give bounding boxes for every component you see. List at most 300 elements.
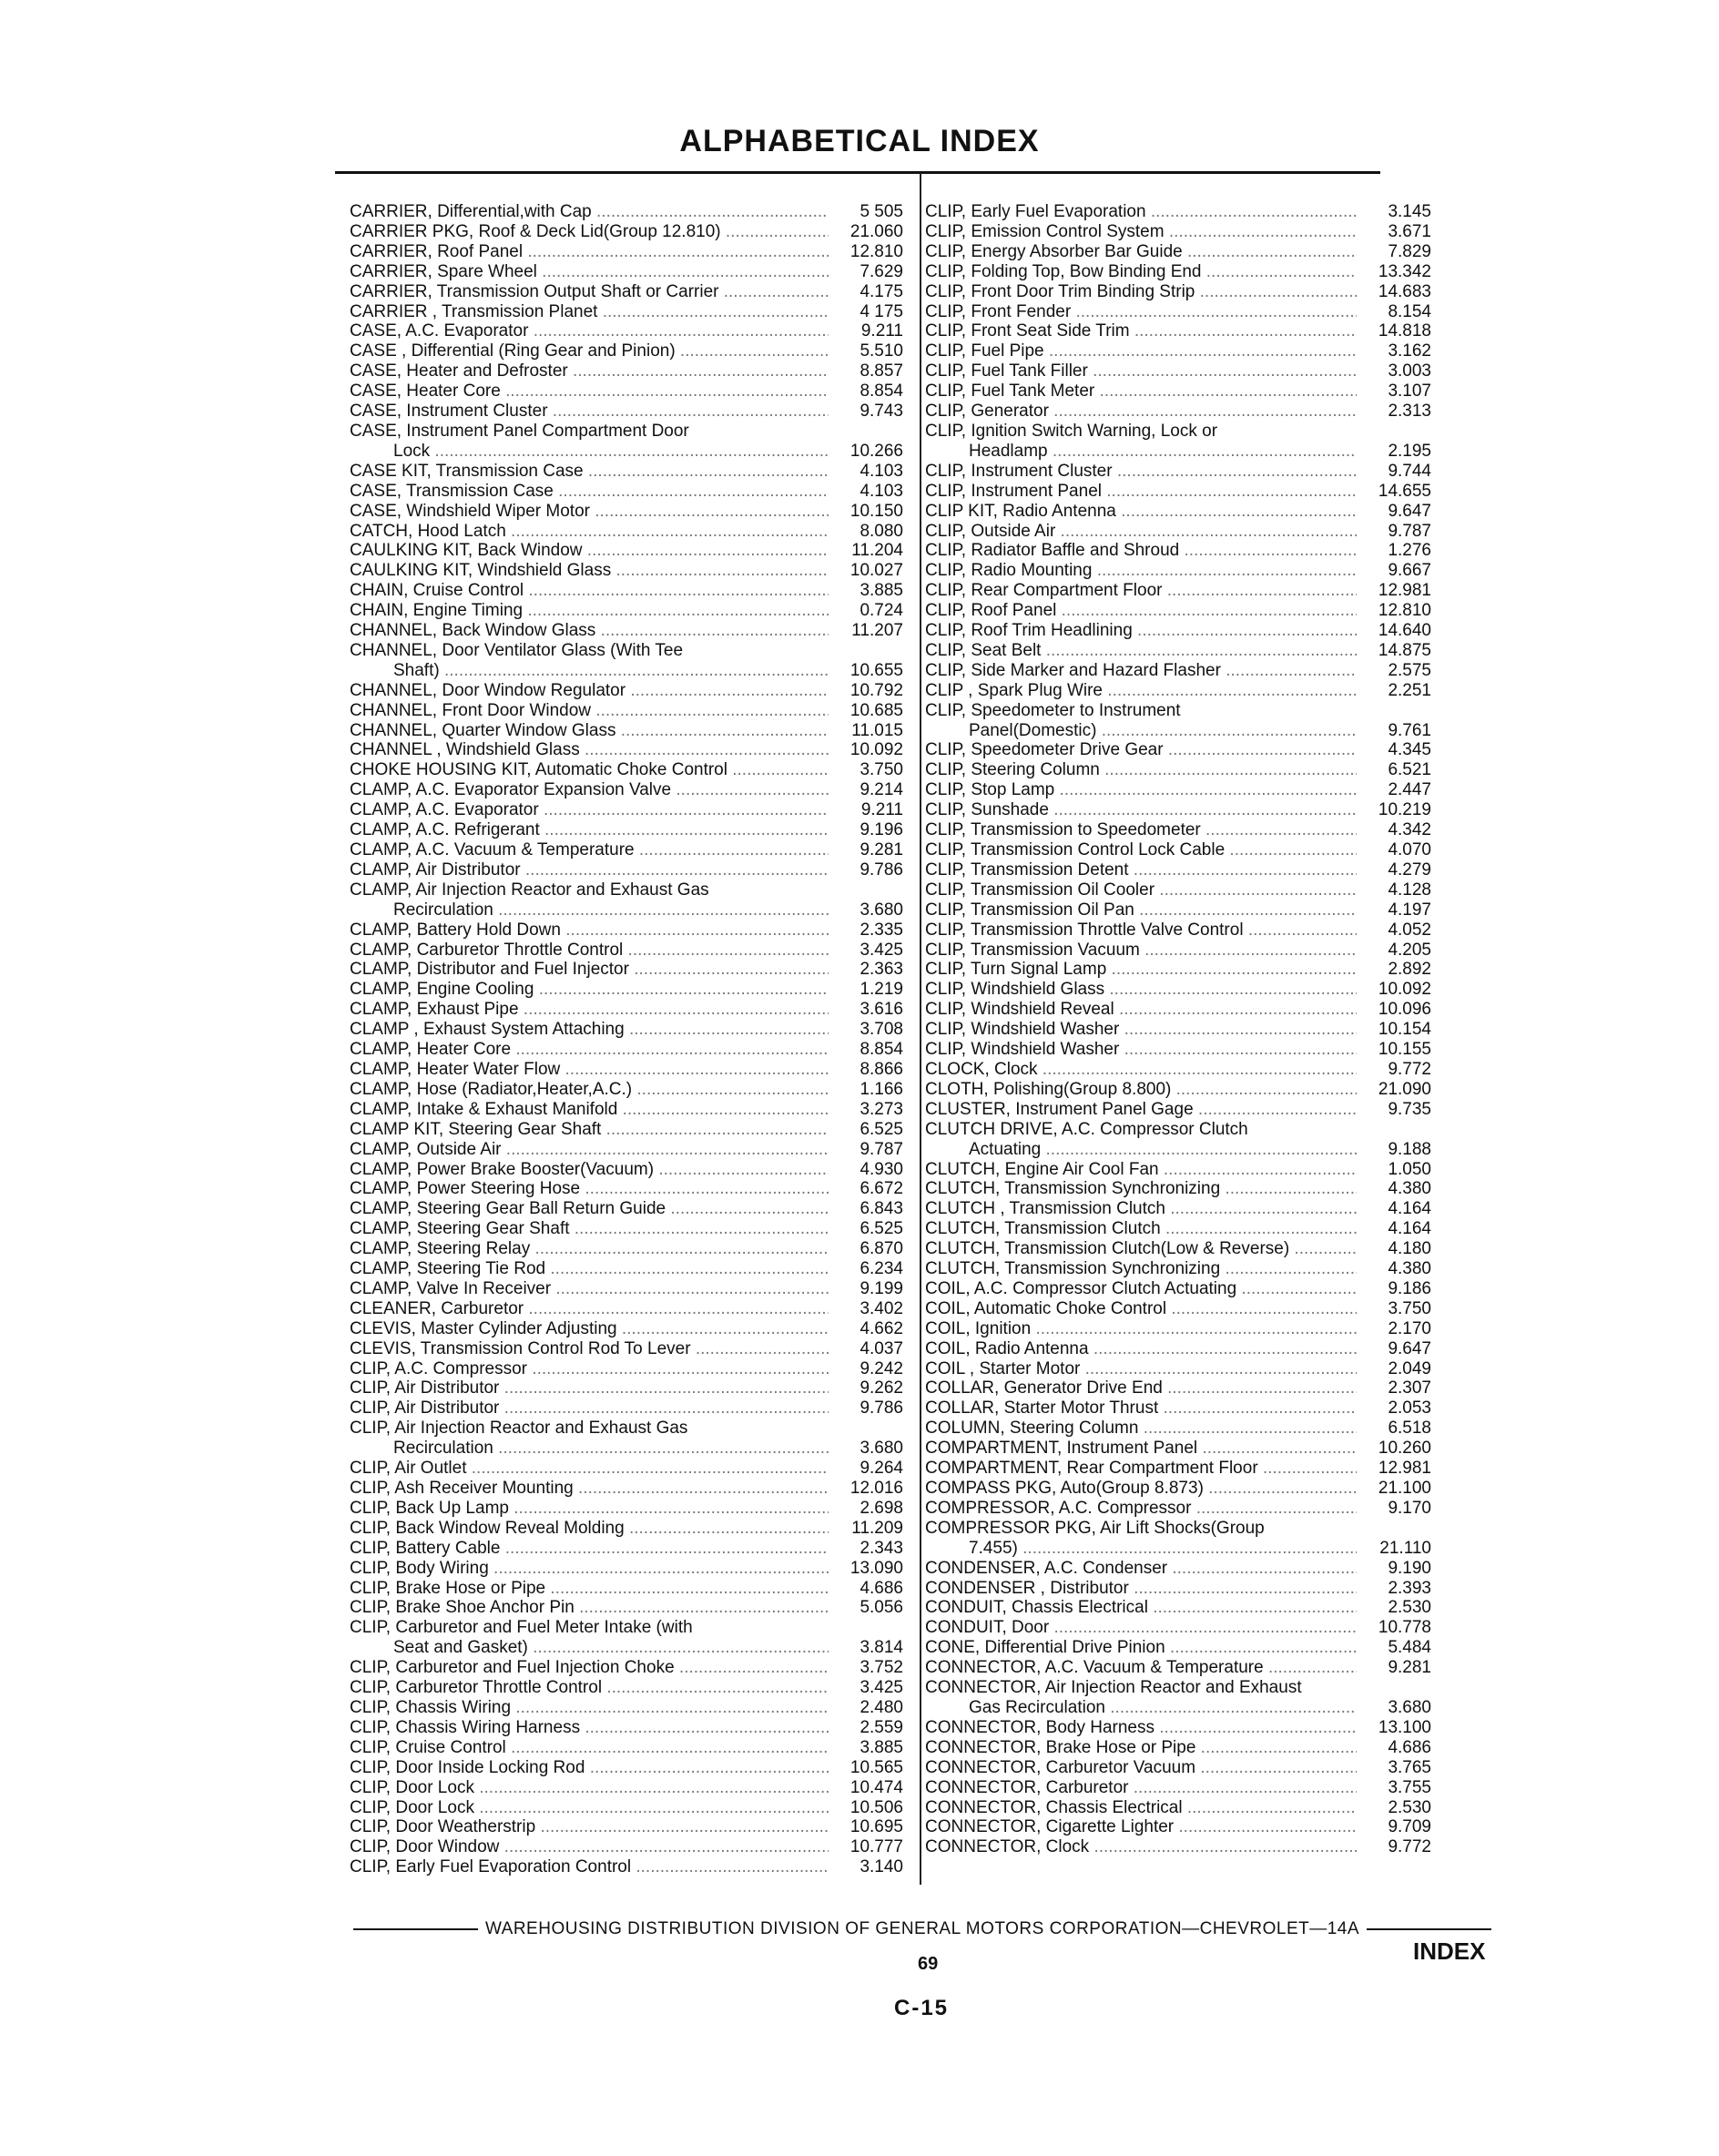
- entry-label: CLIP, Fuel Pipe .....: [925, 341, 1357, 361]
- entry-label: CLIP, Chassis Wiring Harness .....: [350, 1718, 829, 1738]
- entry-label: CLIP, Radio Mounting .....: [925, 561, 1357, 581]
- index-entry: [925, 1758, 1431, 1778]
- index-entry: [350, 1738, 903, 1758]
- entry-group-number: 7.829: [1388, 241, 1431, 261]
- entry-label: CLIP, Sunshade .....: [925, 800, 1357, 820]
- entry-label: CLAMP, A.C. Vacuum & Temperature .....: [350, 840, 829, 860]
- entry-label: CLIP, Front Seat Side Trim .....: [925, 321, 1357, 341]
- entry-label: CLIP, Front Door Trim Binding Strip .....: [925, 282, 1357, 302]
- index-entry: [350, 1658, 903, 1678]
- entry-label: CLAMP, Steering Gear Shaft .....: [350, 1219, 829, 1239]
- entry-label: CLIP, Folding Top, Bow Binding End .....: [925, 262, 1357, 282]
- entry-group-number: 9.761: [1388, 720, 1431, 740]
- entry-group-number: 1.166: [860, 1079, 903, 1099]
- entry-label: COMPARTMENT, Instrument Panel .....: [925, 1439, 1357, 1459]
- index-entry: [350, 621, 903, 641]
- entry-group-number: 9.186: [1388, 1278, 1431, 1298]
- entry-group-number: 9.786: [860, 1398, 903, 1419]
- entry-label: CARRIER, Spare Wheel .....: [350, 262, 829, 282]
- entry-label: CAULKING KIT, Back Window .....: [350, 541, 829, 561]
- index-entry: [350, 561, 903, 581]
- entry-label: CLEANER, Carburetor .....: [350, 1299, 829, 1319]
- index-entry: [350, 1857, 903, 1877]
- index-entry: [350, 1698, 903, 1718]
- entry-label: CLAMP, Carburetor Throttle Control .....: [350, 941, 829, 961]
- index-entry: [350, 462, 903, 482]
- entry-label: COIL, Radio Antenna .....: [925, 1339, 1357, 1359]
- entry-group-number: 10.565: [849, 1757, 903, 1777]
- index-entry: [350, 1199, 903, 1219]
- entry-group-number: 10.150: [849, 501, 903, 521]
- index-entry: [350, 502, 903, 522]
- entry-group-number: 11.204: [851, 541, 903, 561]
- entry-group-number: 3.425: [860, 940, 903, 960]
- entry-label: CLIP, Air Distributor .....: [350, 1378, 829, 1398]
- entry-group-number: 9.262: [860, 1378, 903, 1398]
- entry-label: CLIP, Roof Trim Headlining .....: [925, 621, 1357, 641]
- entry-group-number: 21.100: [1378, 1479, 1431, 1498]
- entry-label: CLIP, Door Lock .....: [350, 1798, 829, 1818]
- index-entry: [350, 800, 903, 820]
- index-entry: [925, 1718, 1431, 1738]
- index-entry: [925, 1199, 1431, 1219]
- index-entry: [350, 1060, 903, 1080]
- entry-group-number: 3.162: [1388, 341, 1431, 361]
- index-entry-heading: CLAMP, Air Injection Reactor and Exhaust Gas: [350, 880, 709, 900]
- entry-label: CLAMP, Power Brake Booster(Vacuum) .....: [350, 1160, 829, 1180]
- entry-group-number: 13.090: [849, 1558, 903, 1578]
- index-entry: [925, 621, 1431, 641]
- index-entry: [925, 1499, 1431, 1519]
- entry-label: CHANNEL, Quarter Window Glass .....: [350, 721, 829, 741]
- entry-group-number: 10.685: [849, 700, 903, 720]
- entry-group-number: 4.279: [1388, 859, 1431, 880]
- index-entry: [350, 442, 903, 462]
- entry-label: CLUTCH, Transmission Synchronizing .....: [925, 1259, 1357, 1279]
- entry-label: CLEVIS, Master Cylinder Adjusting .....: [350, 1319, 829, 1339]
- entry-label: CLEVIS, Transmission Control Rod To Lever .....: [350, 1339, 829, 1359]
- index-entry: [925, 1279, 1431, 1299]
- entry-label: CLIP, Stop Lamp .....: [925, 780, 1357, 800]
- entry-group-number: 10.092: [849, 740, 903, 760]
- index-entry: [350, 860, 903, 880]
- index-entry: [925, 860, 1431, 880]
- index-entry: [350, 960, 903, 980]
- entry-group-number: 8.857: [860, 361, 903, 381]
- entry-group-number: 3.680: [860, 1439, 903, 1459]
- entry-group-number: 2.307: [1388, 1378, 1431, 1398]
- entry-group-number: 5.484: [1388, 1638, 1431, 1658]
- index-entry: [350, 681, 903, 701]
- index-entry: [925, 1080, 1431, 1100]
- entry-label: CHAIN, Cruise Control .....: [350, 581, 829, 601]
- index-entry: [350, 920, 903, 941]
- entry-label: COMPRESSOR, A.C. Compressor .....: [925, 1499, 1357, 1519]
- index-entry: [925, 900, 1431, 920]
- entry-label: CLIP, Transmission Oil Cooler .....: [925, 880, 1357, 900]
- entry-label: CONDENSER, A.C. Condenser .....: [925, 1559, 1357, 1579]
- entry-label: CARRIER , Transmission Planet .....: [350, 302, 829, 322]
- index-entry: [350, 1120, 903, 1140]
- entry-label: CLIP, Rear Compartment Floor .....: [925, 581, 1357, 601]
- entry-label: CLOTH, Polishing(Group 8.800) .....: [925, 1080, 1357, 1100]
- index-entry: [925, 402, 1431, 422]
- entry-group-number: 4.103: [860, 481, 903, 501]
- index-entry: [350, 242, 903, 262]
- index-entry: [350, 1219, 903, 1239]
- index-entry: [350, 1837, 903, 1857]
- page-title: ALPHABETICAL INDEX: [679, 124, 1040, 158]
- entry-label: CHANNEL, Door Window Regulator .....: [350, 681, 829, 701]
- index-entry: [925, 1559, 1431, 1579]
- entry-label: CLAMP, Hose (Radiator,Heater,A.C.) .....: [350, 1080, 829, 1100]
- index-entry: [925, 1837, 1431, 1857]
- entry-label: CLAMP, A.C. Refrigerant .....: [350, 820, 829, 840]
- index-entry: [925, 960, 1431, 980]
- entry-group-number: 6.870: [860, 1239, 903, 1259]
- entry-group-number: 5.056: [860, 1598, 903, 1618]
- index-entry: [925, 1179, 1431, 1199]
- index-entry: [350, 1579, 903, 1599]
- entry-label: CLIP, Windshield Reveal .....: [925, 1000, 1357, 1020]
- entry-group-number: 2.892: [1388, 960, 1431, 980]
- entry-group-number: 4.175: [860, 281, 903, 301]
- index-entry: [350, 1179, 903, 1199]
- index-entry: [350, 1339, 903, 1359]
- entry-group-number: 9.772: [1388, 1837, 1431, 1857]
- entry-label: CLIP, Transmission Detent .....: [925, 860, 1357, 880]
- index-entry: [350, 1539, 903, 1559]
- entry-label: CONDENSER , Distributor .....: [925, 1579, 1357, 1599]
- index-entry: [350, 321, 903, 341]
- index-entry: [350, 1140, 903, 1160]
- entry-label: COIL, Automatic Choke Control .....: [925, 1299, 1357, 1319]
- entry-group-number: 10.155: [1378, 1040, 1431, 1060]
- index-entry: [350, 1798, 903, 1818]
- index-entry: [925, 820, 1431, 840]
- entry-group-number: 11.207: [851, 621, 903, 641]
- index-entry: [925, 840, 1431, 860]
- index-entry: [350, 1100, 903, 1120]
- index-entry: [350, 1259, 903, 1279]
- entry-group-number: 9.242: [860, 1358, 903, 1378]
- entry-group-number: 4.930: [860, 1159, 903, 1179]
- entry-label: CLAMP, Steering Relay .....: [350, 1239, 829, 1259]
- entry-group-number: 4.164: [1388, 1219, 1431, 1239]
- index-entry: [350, 1439, 903, 1459]
- entry-label: Panel(Domestic) .....: [925, 721, 1357, 741]
- entry-group-number: 10.778: [1378, 1618, 1431, 1638]
- index-entry: [925, 1000, 1431, 1020]
- entry-group-number: 10.266: [849, 441, 903, 461]
- index-entry: [925, 522, 1431, 542]
- index-entry: [925, 1598, 1431, 1618]
- entry-label: CARRIER, Transmission Output Shaft or Carrier .....: [350, 282, 829, 302]
- entry-group-number: 9.744: [1388, 461, 1431, 481]
- entry-label: CASE, Heater Core .....: [350, 381, 829, 402]
- index-entry: [925, 941, 1431, 961]
- entry-group-number: 2.335: [860, 920, 903, 940]
- index-entry: [350, 1638, 903, 1658]
- entry-label: CLIP, Fuel Tank Filler .....: [925, 361, 1357, 381]
- entry-label: CLIP, Back Window Reveal Molding .....: [350, 1519, 829, 1539]
- entry-group-number: 2.313: [1388, 402, 1431, 422]
- entry-group-number: 2.251: [1388, 680, 1431, 700]
- index-entry: [350, 1678, 903, 1698]
- entry-group-number: 3.708: [860, 1020, 903, 1040]
- entry-label: CLIP, Transmission Vacuum .....: [925, 941, 1357, 961]
- entry-group-number: 9.787: [860, 1139, 903, 1159]
- entry-group-number: 9.743: [860, 402, 903, 422]
- entry-group-number: 10.777: [849, 1837, 903, 1857]
- index-entry: [350, 1319, 903, 1339]
- page-code: C-15: [894, 1996, 950, 2020]
- entry-label: CONE, Differential Drive Pinion .....: [925, 1638, 1357, 1658]
- entry-label: CASE, A.C. Evaporator .....: [350, 321, 829, 341]
- entry-group-number: 5 505: [860, 202, 903, 221]
- entry-group-number: 4.342: [1388, 820, 1431, 840]
- entry-label: CLAMP, Exhaust Pipe .....: [350, 1000, 829, 1020]
- index-entry: [350, 541, 903, 561]
- entry-label: CLIP, Ash Receiver Mounting .....: [350, 1479, 829, 1499]
- entry-label: CLIP , Spark Plug Wire .....: [925, 681, 1357, 701]
- entry-group-number: 9.196: [860, 820, 903, 840]
- entry-group-number: 10.474: [849, 1777, 903, 1797]
- entry-group-number: 2.447: [1388, 780, 1431, 800]
- entry-group-number: 10.092: [1378, 980, 1431, 1000]
- entry-group-number: 4.380: [1388, 1259, 1431, 1279]
- index-entry: [350, 1519, 903, 1539]
- entry-group-number: 2.049: [1388, 1358, 1431, 1378]
- index-entry: [925, 800, 1431, 820]
- entry-label: CLUTCH, Transmission Synchronizing .....: [925, 1179, 1357, 1199]
- index-entry: [925, 1778, 1431, 1798]
- entry-label: CLIP, Transmission Throttle Valve Control .....: [925, 920, 1357, 941]
- index-entry: [350, 601, 903, 621]
- entry-label: CASE KIT, Transmission Case .....: [350, 462, 829, 482]
- index-entry: [350, 302, 903, 322]
- index-entry: [925, 1539, 1431, 1559]
- entry-label: CASE, Transmission Case .....: [350, 482, 829, 502]
- entry-group-number: 14.818: [1378, 321, 1431, 341]
- entry-label: CLIP, Chassis Wiring .....: [350, 1698, 829, 1718]
- entry-label: CLIP, Transmission Control Lock Cable .....: [925, 840, 1357, 860]
- entry-group-number: 2.195: [1388, 441, 1431, 461]
- entry-group-number: 4.128: [1388, 880, 1431, 900]
- entry-label: CLIP, Early Fuel Evaporation Control .....: [350, 1857, 829, 1877]
- index-entry: [350, 1359, 903, 1379]
- entry-group-number: 9.211: [860, 321, 903, 341]
- index-entry: [925, 740, 1431, 760]
- entry-group-number: 14.875: [1378, 640, 1431, 660]
- entry-group-number: 4 175: [860, 301, 903, 321]
- footer-division: WAREHOUSING DISTRIBUTION DIVISION OF GENERAL MOTORS CORPORATION—CHEVROLET—14A: [484, 1919, 1360, 1938]
- index-entry: [350, 282, 903, 302]
- index-entry: [350, 1160, 903, 1180]
- entry-label: CLIP, Outside Air .....: [925, 522, 1357, 542]
- entry-label: CONDUIT, Door .....: [925, 1618, 1357, 1638]
- index-entry: [925, 1378, 1431, 1398]
- entry-label: CLIP, Air Outlet .....: [350, 1459, 829, 1479]
- index-entry: [925, 1738, 1431, 1758]
- index-entry: [925, 1239, 1431, 1259]
- entry-group-number: 3.680: [860, 900, 903, 920]
- index-entry: [350, 361, 903, 381]
- index-entry: [925, 1479, 1431, 1499]
- entry-group-number: 3.680: [1388, 1697, 1431, 1717]
- entry-group-number: 5.510: [860, 341, 903, 361]
- entry-label: CLUTCH, Engine Air Cool Fan .....: [925, 1160, 1357, 1180]
- entry-label: CLIP, Fuel Tank Meter .....: [925, 381, 1357, 402]
- index-entry-heading: CLIP, Speedometer to Instrument: [925, 700, 1181, 720]
- entry-group-number: 2.363: [860, 960, 903, 980]
- entry-group-number: 3.885: [860, 1737, 903, 1757]
- entry-label: CARRIER, Roof Panel .....: [350, 242, 829, 262]
- entry-label: CLAMP, Air Distributor .....: [350, 860, 829, 880]
- entry-group-number: 2.170: [1388, 1318, 1431, 1338]
- entry-label: CASE, Instrument Cluster .....: [350, 402, 829, 422]
- entry-group-number: 12.016: [849, 1479, 903, 1498]
- index-entry: [925, 1299, 1431, 1319]
- index-entry: [925, 1140, 1431, 1160]
- index-column-left: [350, 202, 903, 1877]
- entry-label: CLIP, Back Up Lamp .....: [350, 1499, 829, 1519]
- index-entry: [925, 462, 1431, 482]
- entry-label: CASE, Heater and Defroster .....: [350, 361, 829, 381]
- index-entry: [350, 760, 903, 780]
- entry-label: CHANNEL , Windshield Glass .....: [350, 740, 829, 760]
- entry-label: CLAMP KIT, Steering Gear Shaft .....: [350, 1120, 829, 1140]
- index-entry: [350, 721, 903, 741]
- entry-label: CLIP, Roof Panel .....: [925, 601, 1357, 621]
- entry-label: CLIP, Battery Cable .....: [350, 1539, 829, 1559]
- entry-group-number: 12.981: [1378, 1459, 1431, 1479]
- entry-label: CLIP, A.C. Compressor .....: [350, 1359, 829, 1379]
- entry-group-number: 6.672: [860, 1179, 903, 1199]
- index-entry: [925, 1398, 1431, 1419]
- index-entry: [350, 840, 903, 860]
- index-entry: [925, 282, 1431, 302]
- entry-group-number: 4.686: [860, 1578, 903, 1598]
- entry-label: CLIP, Energy Absorber Bar Guide .....: [925, 242, 1357, 262]
- entry-group-number: 9.735: [1388, 1099, 1431, 1119]
- index-entry: [925, 1618, 1431, 1638]
- entry-label: CHANNEL, Back Window Glass .....: [350, 621, 829, 641]
- entry-label: CLAMP, Distributor and Fuel Injector .....: [350, 960, 829, 980]
- entry-label: CLIP, Body Wiring .....: [350, 1559, 829, 1579]
- index-entry: [925, 880, 1431, 900]
- entry-label: CLIP, Turn Signal Lamp .....: [925, 960, 1357, 980]
- entry-group-number: 10.655: [849, 660, 903, 680]
- index-entry-heading: CLUTCH DRIVE, A.C. Compressor Clutch: [925, 1119, 1248, 1139]
- index-entry: [350, 1598, 903, 1618]
- index-entry-heading: CLIP, Ignition Switch Warning, Lock or: [925, 421, 1218, 441]
- entry-group-number: 1.219: [860, 980, 903, 1000]
- index-entry: [350, 1459, 903, 1479]
- entry-group-number: 10.695: [849, 1817, 903, 1837]
- entry-group-number: 3.750: [1388, 1298, 1431, 1318]
- entry-group-number: 3.402: [860, 1298, 903, 1318]
- index-entry: [925, 361, 1431, 381]
- entry-label: CLAMP, A.C. Evaporator .....: [350, 800, 829, 820]
- index-entry: [350, 980, 903, 1000]
- index-entry: [350, 661, 903, 681]
- entry-group-number: 2.530: [1388, 1598, 1431, 1618]
- column-divider: [920, 173, 921, 1885]
- index-entry: [925, 1459, 1431, 1479]
- index-entry: [350, 522, 903, 542]
- index-entry: [350, 1559, 903, 1579]
- index-entry: [925, 1658, 1431, 1678]
- index-entry: [925, 980, 1431, 1000]
- index-entry: [925, 661, 1431, 681]
- entry-label: CASE , Differential (Ring Gear and Pinion) .....: [350, 341, 829, 361]
- entry-label: CLAMP, Outside Air .....: [350, 1140, 829, 1160]
- entry-group-number: 13.342: [1378, 261, 1431, 281]
- entry-label: 7.455) .....: [925, 1539, 1357, 1559]
- entry-label: CLIP, Transmission to Speedometer .....: [925, 820, 1357, 840]
- footer-rule-right: [1367, 1928, 1491, 1930]
- entry-group-number: 2.698: [860, 1498, 903, 1518]
- index-entry: [925, 1439, 1431, 1459]
- index-entry: [350, 202, 903, 222]
- entry-group-number: 9.211: [860, 800, 903, 820]
- entry-group-number: 3.814: [860, 1638, 903, 1658]
- entry-group-number: 3.755: [1388, 1777, 1431, 1797]
- entry-label: CLIP, Door Weatherstrip .....: [350, 1817, 829, 1837]
- entry-group-number: 4.345: [1388, 740, 1431, 760]
- entry-label: CLIP, Front Fender .....: [925, 302, 1357, 322]
- index-entry: [350, 1817, 903, 1837]
- entry-label: CLIP, Generator .....: [925, 402, 1357, 422]
- entry-label: CONNECTOR, Chassis Electrical .....: [925, 1798, 1357, 1818]
- entry-label: CLOCK, Clock .....: [925, 1060, 1357, 1080]
- entry-group-number: 9.170: [1388, 1498, 1431, 1518]
- index-entry: [925, 1020, 1431, 1040]
- entry-group-number: 4.164: [1388, 1199, 1431, 1219]
- entry-group-number: 21.110: [1379, 1538, 1431, 1558]
- index-entry: [925, 1160, 1431, 1180]
- entry-label: CLIP, Emission Control System .....: [925, 222, 1357, 242]
- entry-group-number: 10.096: [1378, 1000, 1431, 1020]
- entry-label: CATCH, Hood Latch .....: [350, 522, 829, 542]
- entry-label: CONNECTOR, Carburetor Vacuum .....: [925, 1758, 1357, 1778]
- entry-group-number: 3.273: [860, 1099, 903, 1119]
- entry-group-number: 4.103: [860, 461, 903, 481]
- entry-label: CLAMP, Power Steering Hose .....: [350, 1179, 829, 1199]
- index-entry: [350, 941, 903, 961]
- index-entry: [350, 900, 903, 920]
- index-entry: [350, 701, 903, 721]
- entry-group-number: 2.053: [1388, 1398, 1431, 1419]
- entry-label: CLAMP, Heater Water Flow .....: [350, 1060, 829, 1080]
- entry-group-number: 3.616: [860, 1000, 903, 1020]
- entry-label: CLIP, Carburetor Throttle Control .....: [350, 1678, 829, 1698]
- entry-group-number: 2.559: [860, 1717, 903, 1737]
- entry-group-number: 21.090: [1378, 1079, 1431, 1099]
- index-entry: [925, 681, 1431, 701]
- entry-label: CLIP, Door Window .....: [350, 1837, 829, 1857]
- entry-group-number: 4.686: [1388, 1737, 1431, 1757]
- index-entry: [350, 1080, 903, 1100]
- entry-group-number: 13.100: [1378, 1717, 1431, 1737]
- entry-group-number: 8.854: [860, 1040, 903, 1060]
- entry-group-number: 4.380: [1388, 1179, 1431, 1199]
- index-entry: [925, 1698, 1431, 1718]
- entry-group-number: 2.530: [1388, 1797, 1431, 1817]
- index-entry: [925, 601, 1431, 621]
- index-entry: [925, 1219, 1431, 1239]
